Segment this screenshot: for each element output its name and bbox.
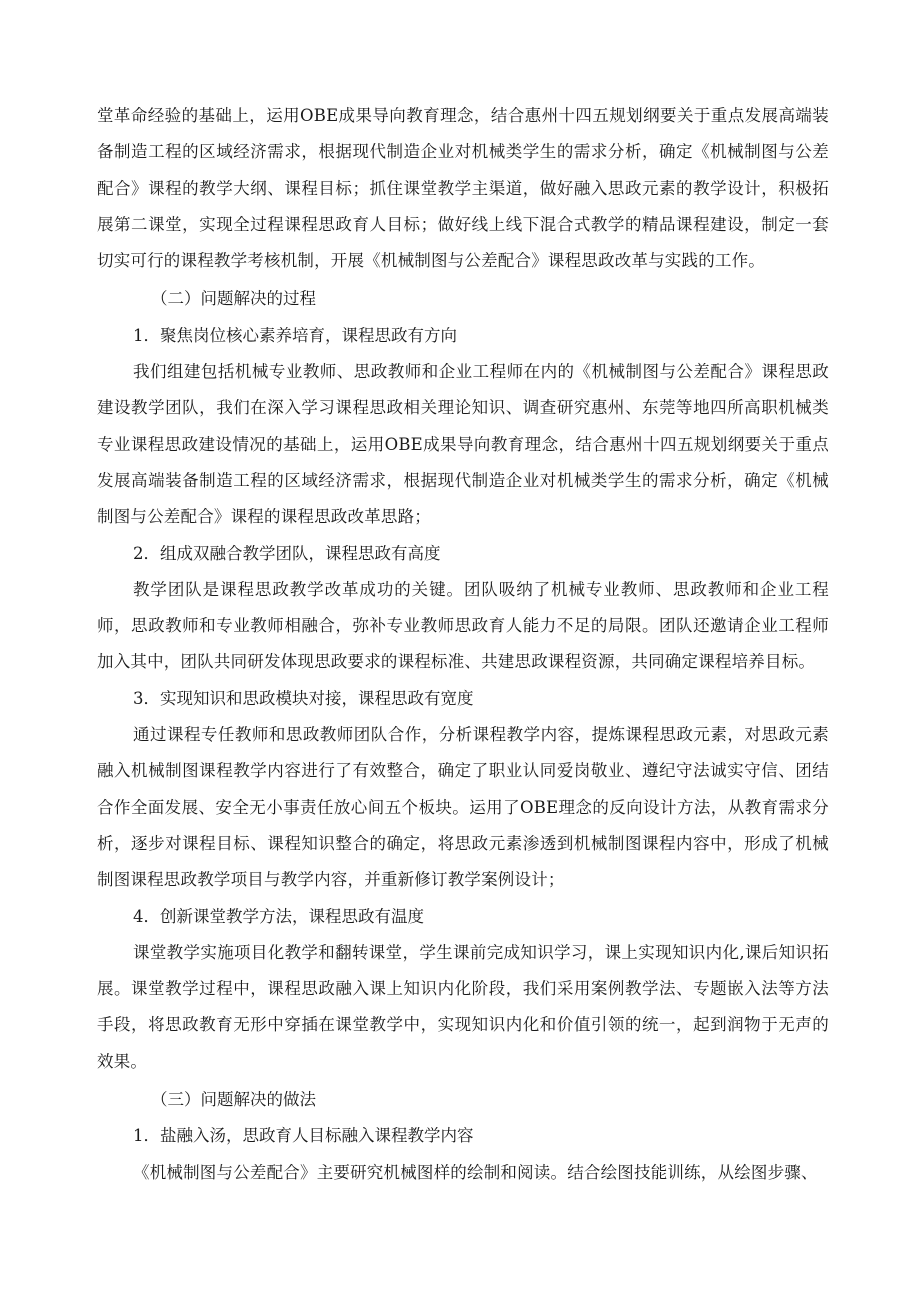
section-2-item-4-body: 课堂教学实施项目化教学和翻转课堂，学生课前完成知识学习，课上实现知识内化,课后知识拓展。课堂教学过程中，课程思政融入课上知识内化阶段，我们采用案例教学法、专题嵌入法等方法手段，将思政教育无形中穿插在课堂教学中，实现知识内化和价值引领的统一，起到润物于无声的效果。 [97,942,829,1071]
section-2-item-1-body: 我们组建包括机械专业教师、思政教师和企业工程师在内的《机械制图与公差配合》课程思政建设教学团队，我们在深入学习课程思政相关理论知识、调查研究惠州、东莞等地四所高职机械类专业课程思政建设情况的基础上，运用OBE成果导向教育理念，结合惠州十四五规划纲要关于重点发展高端装备制造工程的区域经济需求，根据现代制造企业对机械类学生的需求分析，确定《机械制图与公差配合》课程的课程思政改革思路； [97,362,829,527]
section-2-item-1-heading: 1．聚焦岗位核心素养培育，课程思政有方向 [133,325,457,345]
section-2-item-3-heading: 3．实现知识和思政模块对接，课程思政有宽度 [133,688,474,708]
section-3-item-1-heading: 1．盐融入汤，思政育人目标融入课程教学内容 [133,1126,474,1146]
section-2-item-4-heading: 4．创新课堂教学方法，课程思政有温度 [133,906,424,926]
document-page [97,98,829,1191]
section-3-heading: （三）问题解决的做法 [151,1090,316,1110]
section-2-item-2-heading: 2．组成双融合教学团队，课程思政有高度 [133,543,441,563]
section-3-item-1-body: 《机械制图与公差配合》主要研究机械图样的绘制和阅读。结合绘图技能训练，从绘图步骤、 [133,1162,818,1182]
section-2-heading: （二）问题解决的过程 [151,289,316,309]
section-2-item-3-body: 通过课程专任教师和思政教师团队合作，分析课程教学内容，提炼课程思政元素，对思政元素融入机械制图课程教学内容进行了有效整合，确定了职业认同爱岗敬业、遵纪守法诚实守信、团结合作全面发展、安全无小事责任放心间五个板块。运用了OBE理念的反向设计方法，从教育需求分析，逐步对课程目标、课程知识整合的确定，将思政元素渗透到机械制图课程内容中，形成了机械制图课程思政教学项目与教学内容，并重新修订教学案例设计； [97,725,829,890]
section-2-item-2-body: 教学团队是课程思政教学改革成功的关键。团队吸纳了机械专业教师、思政教师和企业工程师，思政教师和专业教师相融合，弥补专业教师思政育人能力不足的局限。团队还邀请企业工程师加入其中，团队共同研发体现思政要求的课程标准、共建思政课程资源，共同确定课程培养目标。 [97,579,829,672]
intro-paragraph: 堂革命经验的基础上，运用OBE成果导向教育理念，结合惠州十四五规划纲要关于重点发展高端装备制造工程的区域经济需求，根据现代制造企业对机械类学生的需求分析，确定《机械制图与公差配合》课程的教学大纲、课程目标；抓住课堂教学主渠道，做好融入思政元素的教学设计，积极拓展第二课堂，实现全过程课程思政育人目标；做好线上线下混合式教学的精品课程建设，制定一套切实可行的课程教学考核机制，开展《机械制图与公差配合》课程思政改革与实践的工作。 [97,106,829,271]
